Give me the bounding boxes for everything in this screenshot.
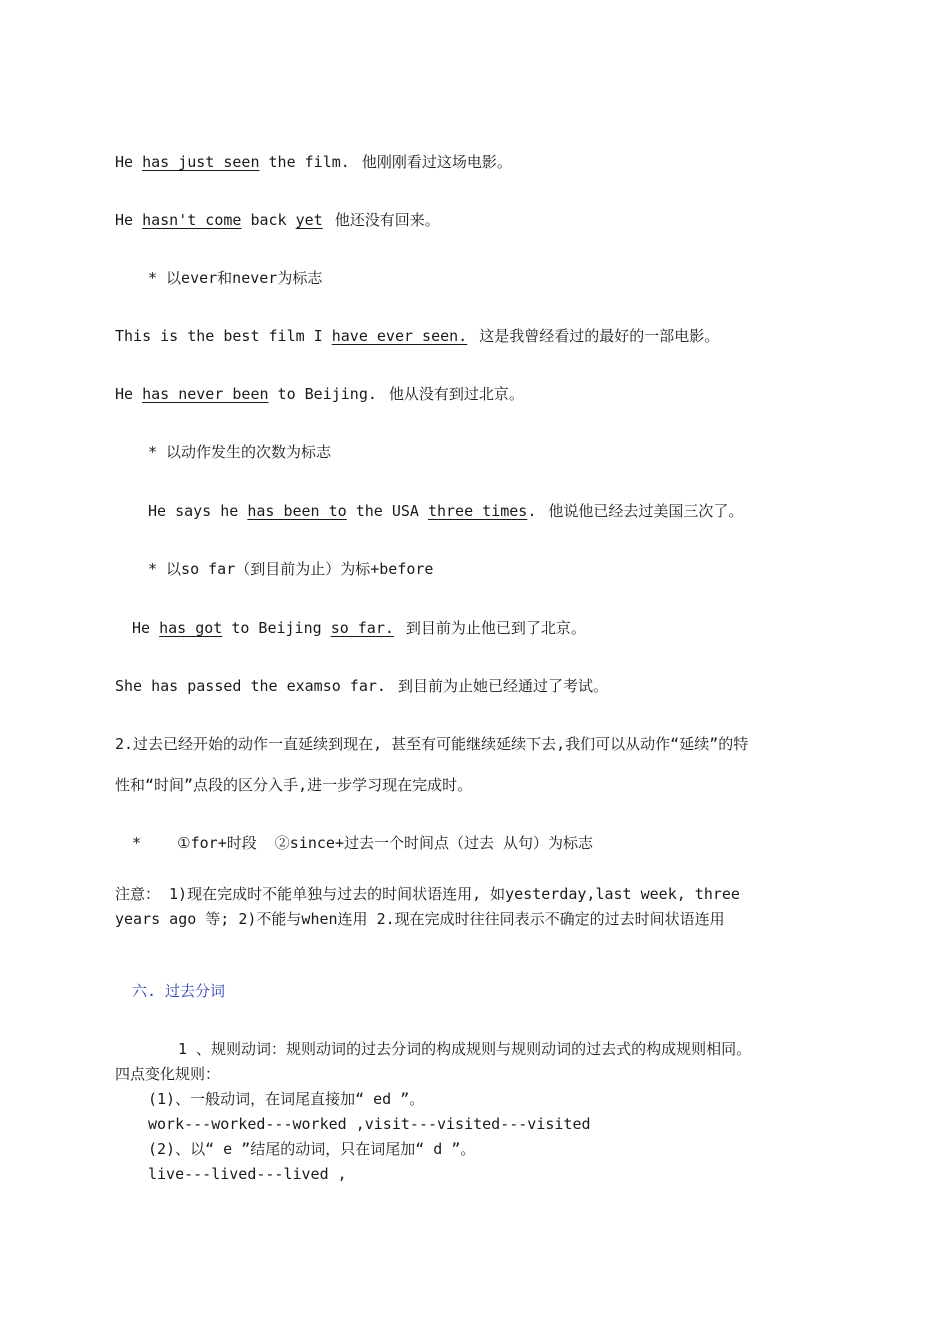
text: He: [115, 385, 143, 403]
text: He: [115, 211, 143, 229]
underlined-adverb: so far.: [330, 619, 394, 637]
underlined-verb: has just seen: [142, 153, 260, 171]
section-heading: 六. 过去分词: [132, 982, 226, 1000]
rule-1-line-2: 四点变化规则：: [115, 1065, 221, 1083]
underlined-verb: hasn't come: [142, 211, 242, 229]
example-sentence: [115, 676, 608, 696]
marker-times: * 以动作发生的次数为标志: [148, 443, 332, 461]
rule-item-1-example: work---worked---worked ,visit---visited---visited: [148, 1115, 591, 1133]
underlined-verb: has got: [159, 619, 223, 637]
underlined-verb: have ever seen.: [331, 327, 468, 345]
example-sentence: [115, 326, 719, 346]
marker-ever-never: * 以ever和never为标志: [148, 269, 323, 287]
example-sentence: [115, 384, 524, 404]
text: He says he: [148, 502, 248, 520]
translation: 他说他已经去过美国三次了。: [548, 502, 744, 520]
text: He: [115, 153, 143, 171]
example-sentence: [148, 501, 743, 521]
example-sentence: [132, 618, 586, 638]
text: back: [241, 211, 296, 229]
rule-item-2-example: live---lived---lived ,: [148, 1165, 347, 1183]
text: She has passed the examso far.: [115, 677, 386, 695]
translation: 到目前为止她已经通过了考试。: [397, 677, 608, 695]
underlined-verb: has been to: [247, 502, 347, 520]
text: the film.: [259, 153, 350, 171]
translation: 他刚刚看过这场电影。: [361, 153, 512, 171]
text: This is the best film I: [115, 327, 332, 345]
underlined-adverb: yet: [295, 211, 323, 229]
text: the USA: [346, 502, 428, 520]
note-line-2: years ago 等; 2)不能与when连用 2.现在完成时往往同表示不确定的过去时间状语连用: [115, 910, 725, 928]
text: .: [527, 502, 537, 520]
text: He: [132, 619, 160, 637]
underlined-adverb: three times: [427, 502, 528, 520]
note-line-1: 注意： 1)现在完成时不能单独与过去的时间状语连用, 如yesterday,last week, three: [115, 885, 740, 903]
underlined-verb: has never been: [142, 385, 269, 403]
marker-for-since: * ①for+时段 ②since+过去一个时间点（过去 从句）为标志: [132, 834, 594, 852]
rule-item-1: (1)、一般动词，在词尾直接加“ ed ”。: [148, 1090, 425, 1108]
marker-so-far: * 以so far（到目前为止）为标+before: [148, 560, 434, 578]
rule-item-2: (2)、以“ e ”结尾的动词，只在词尾加“ d ”。: [148, 1140, 476, 1158]
translation: 他还没有回来。: [334, 211, 440, 229]
translation: 到目前为止他已到了北京。: [405, 619, 586, 637]
text: to Beijing.: [268, 385, 377, 403]
point-2-line-2: 性和“时间”点段的区分入手,进一步学习现在完成时。: [115, 776, 473, 794]
point-2-line-1: 2.过去已经开始的动作一直延续到现在, 甚至有可能继续延续下去,我们可以从动作“延续”的特: [115, 735, 749, 753]
example-sentence: [115, 152, 512, 172]
text: to Beijing: [222, 619, 331, 637]
rule-1-line-1: 1 、规则动词：规则动词的过去分词的构成规则与规则动词的过去式的构成规则相同。: [178, 1040, 752, 1058]
translation: 这是我曾经看过的最好的一部电影。: [479, 327, 720, 345]
example-sentence: [115, 210, 440, 230]
translation: 他从没有到过北京。: [388, 385, 524, 403]
